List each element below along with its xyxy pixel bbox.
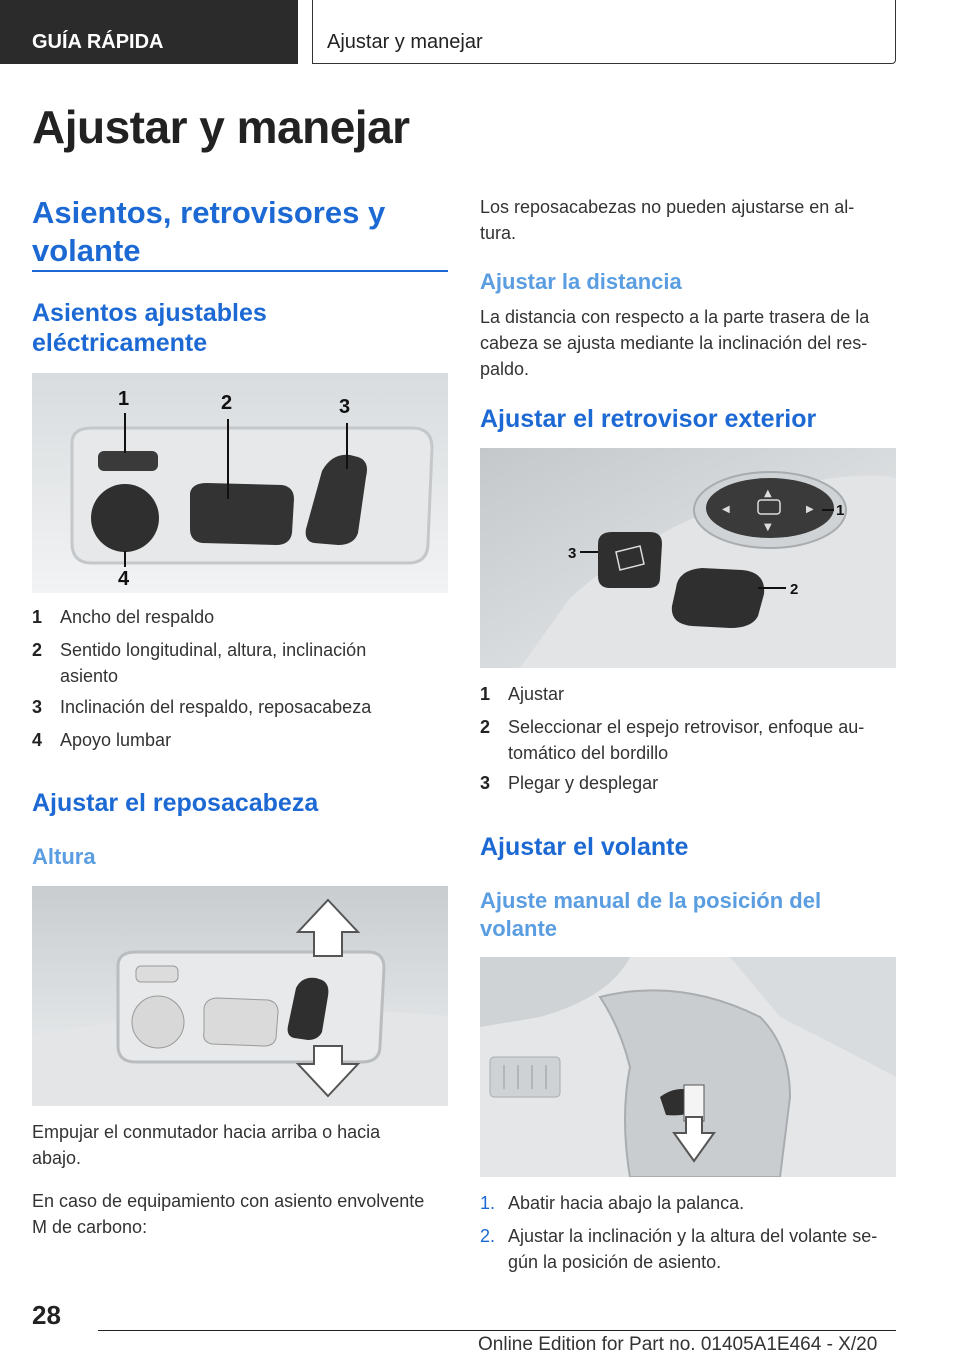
fold-mirror-button [598,532,662,588]
distance-heading: Ajustar la distancia [480,269,682,294]
item-text: Ajustar [508,684,565,704]
mirror-controls-illustration [480,448,896,668]
push-switch-paragraph [32,1119,448,1171]
callout-2: 2 [790,581,799,598]
seat-position-switch [190,483,294,545]
paragraph-line: Empujar el conmutador hacia arriba o hacia [32,1122,381,1142]
seats-heading-line: eléctricamente [32,329,208,357]
item-text: Apoyo lumbar [60,730,172,750]
item-text: tomático del bordillo [508,743,669,763]
item-number: 1 [32,607,43,627]
svg-text:▶: ▶ [806,504,814,515]
seat-controls-illustration [32,373,448,593]
item-text: Sentido longitudinal, altura, inclinación [60,640,367,660]
no-height-paragraph [480,194,896,246]
steering-lever-image [480,957,896,1177]
item-number: 3 [32,697,43,717]
heading-line: Ajuste manual de la posición del [480,888,822,913]
paragraph-line: paldo. [480,359,530,379]
headrest-heading: Ajustar el reposacabeza [32,789,319,817]
footer-divider [98,1330,896,1331]
callout-3: 3 [339,396,351,418]
headrest-switch-image [32,886,448,1106]
item-number: 2 [32,640,43,660]
paragraph-line: Los reposacabezas no pueden ajustarse en al- [480,197,855,217]
item-number: 1 [480,684,491,704]
step-item [480,1223,896,1275]
seats-heading [32,298,267,358]
item-text: Ancho del respaldo [60,607,215,627]
mirror-select-switch [672,568,764,628]
callout-3: 3 [568,545,577,562]
svg-text:▲: ▲ [764,488,772,499]
step-text: Ajustar la inclinación y la altura del volante se- [508,1226,878,1246]
paragraph-line: cabeza se ajusta mediante la inclinación del res- [480,333,868,353]
steering-wheel-heading: Ajustar el volante [480,833,689,861]
equipment-paragraph [32,1188,452,1240]
svg-text:◀: ◀ [722,504,730,515]
manual-adjust-heading [480,887,821,943]
paragraph-line: En caso de equipamiento con asiento envolvente [32,1191,425,1211]
seat-controls-image [32,373,448,593]
step-number: 2. [480,1226,496,1246]
seats-heading-line: Asientos ajustables [32,299,267,327]
step-text: Abatir hacia abajo la palanca. [508,1193,745,1213]
section-heading-line: volante [32,233,141,268]
mirror-controls-image [480,448,896,668]
step-number: 1. [480,1193,496,1213]
lumbar-support-knob [91,484,159,552]
item-number: 4 [32,730,43,750]
edition-note: Online Edition for Part no. 01405A1E464 - X/20 [478,1334,878,1355]
list-item [480,714,896,766]
paragraph-line: abajo. [32,1148,82,1168]
item-number: 2 [480,717,491,737]
callout-1: 1 [118,388,130,410]
chapter-tab: Ajustar y manejar [312,0,896,64]
page-header [0,0,960,66]
height-heading: Altura [32,844,96,869]
steering-lever-illustration [480,957,896,1177]
paragraph-line: La distancia con respecto a la parte trasera de la [480,307,870,327]
item-text: Inclinación del respaldo, reposacabeza [60,697,372,717]
paragraph-line: M de carbono: [32,1217,148,1237]
callout-1: 1 [836,502,845,519]
section-heading [32,194,385,270]
svg-text:▼: ▼ [764,522,772,533]
callout-2: 2 [221,392,233,414]
item-text: Seleccionar el espejo retrovisor, enfoque au- [508,717,865,737]
page-title: Ajustar y manejar [32,101,410,153]
paragraph-line: tura. [480,223,517,243]
callout-4: 4 [118,568,130,590]
section-divider [32,270,448,272]
list-item [32,637,448,689]
item-text: Plegar y desplegar [508,773,659,793]
mirror-heading: Ajustar el retrovisor exterior [480,405,817,433]
distance-paragraph [480,304,896,382]
headrest-switch-illustration [32,886,448,1106]
section-heading-line: Asientos, retrovisores y [32,195,386,230]
backrest-width-switch [98,451,158,471]
section-tab: GUÍA RÁPIDA [0,0,298,64]
item-number: 3 [480,773,491,793]
item-text: asiento [60,666,119,686]
step-text: gún la posición de asiento. [508,1252,722,1272]
heading-line: volante [480,916,558,941]
page-number: 28 [32,1300,61,1330]
